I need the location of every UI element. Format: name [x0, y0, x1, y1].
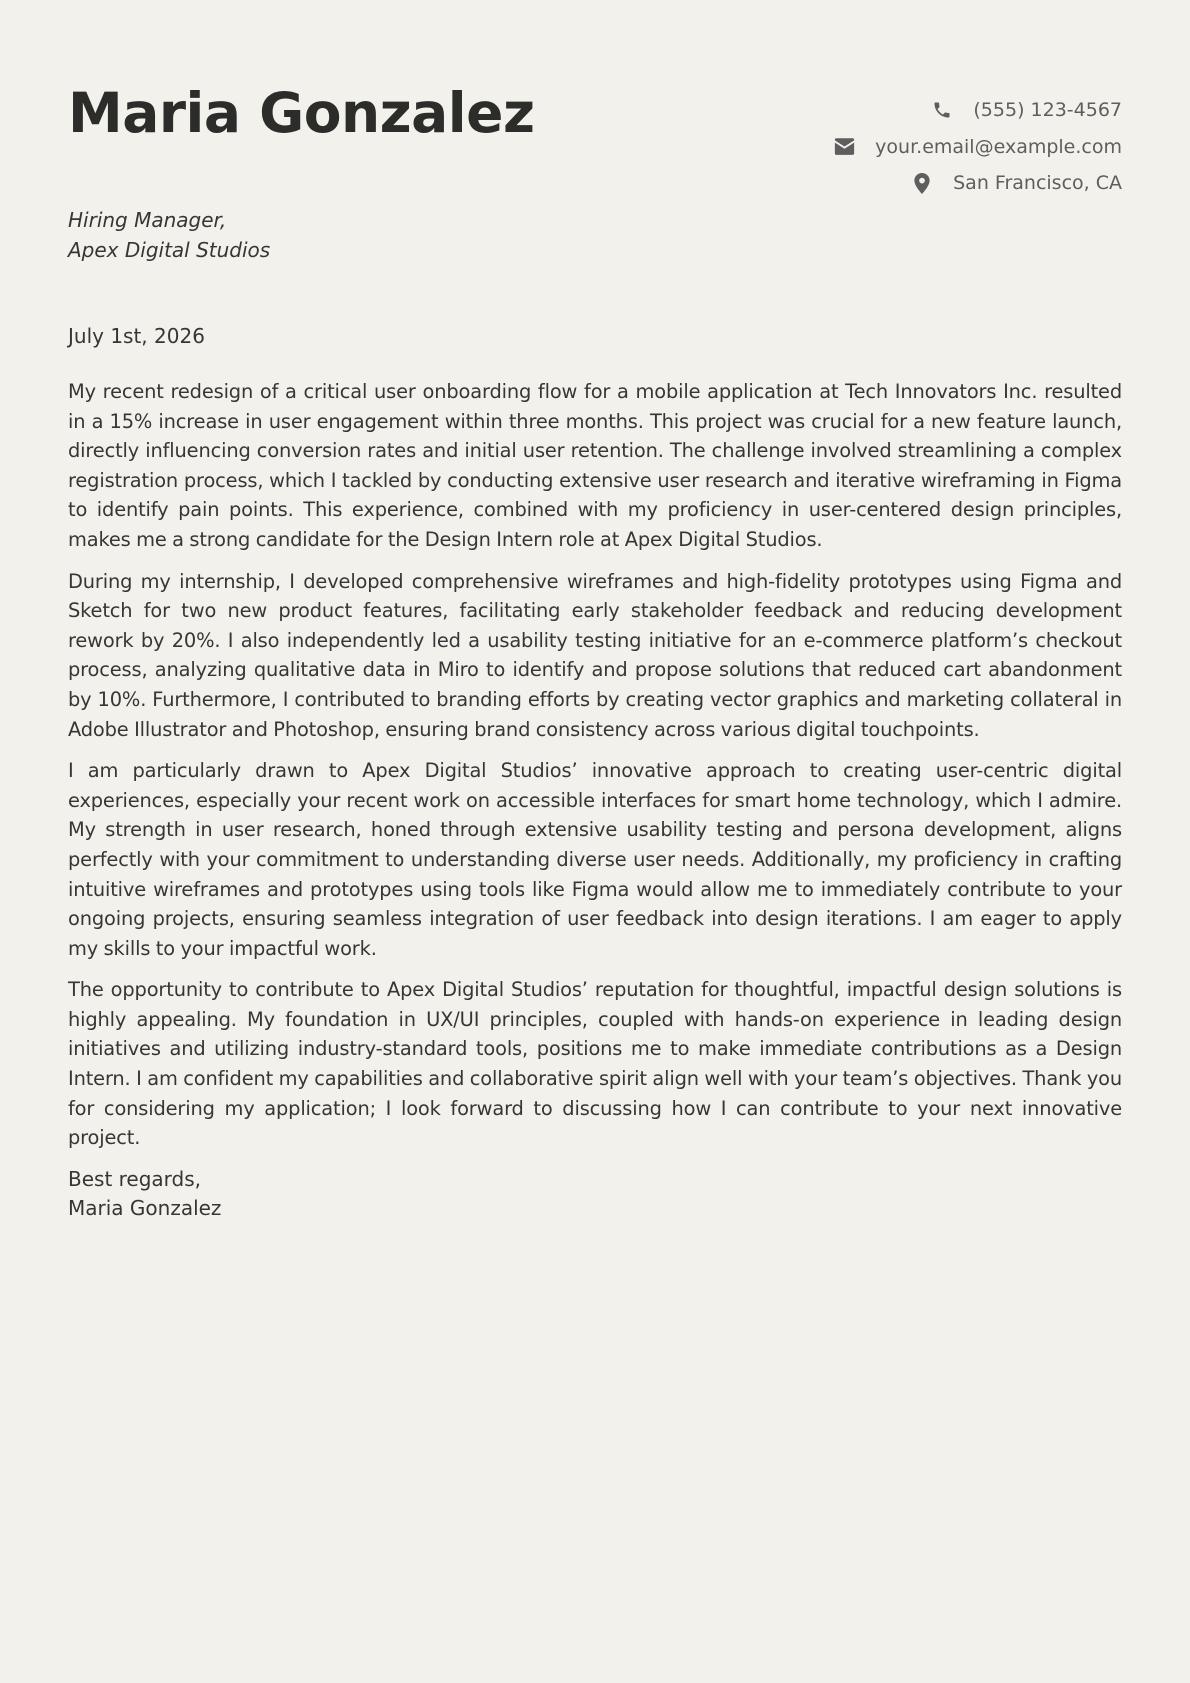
- closing-salutation: Best regards,: [68, 1166, 202, 1191]
- body-paragraph: My recent redesign of a critical user onboarding flow for a mobile application at Tech Innovators Inc. resulted in a 15% increase in user engagement within three months. This project was crucial for a new feature launch, directly influencing conversion rates and initial user retention. The challenge involved streamlining a complex registration process, which I tackled by conducting extensive user research and iterative wireframing in Figma to identify pain points. This experience, combined with my proficiency in user-centered design principles, makes me a strong candidate for the Design Intern role at Apex Digital Studios.: [68, 380, 1122, 551]
- contact-location: [833, 165, 1122, 202]
- letter-body: [68, 377, 1122, 1153]
- contact-email: [833, 129, 1122, 166]
- body-paragraph: The opportunity to contribute to Apex Digital Studios’ reputation for thoughtful, impactful design solutions is highly appealing. My foundation in UX/UI principles, coupled with hands-on experience in leading design initiatives and utilizing industry-standard tools, positions me to make immediate contributions as a Design Intern. I am confident my capabilities and collaborative spirit align well with your team’s objectives. Thank you for considering my application; I look forward to discussing how I can contribute to your next innovative project.: [68, 978, 1122, 1150]
- contact-info: [833, 92, 1122, 202]
- body-paragraph: During my internship, I developed comprehensive wireframes and high-fidelity prototypes using Figma and Sketch for two new product features, facilitating early stakeholder feedback and reducing development rework by 20%. I also independently led a usability testing initiative for an e-commerce platform’s checkout process, analyzing qualitative data in Miro to identify and propose solutions that reduced cart abandonment by 10%. Furthermore, I contributed to branding efforts by creating vector graphics and marketing collateral in Adobe Illustrator and Photoshop, ensuring brand consistency across various digital touchpoints.: [68, 569, 1122, 741]
- closing-signature: Maria Gonzalez: [68, 1196, 222, 1221]
- email-address: your.email@example.com: [875, 135, 1122, 158]
- applicant-name: Maria Gonzalez: [68, 81, 535, 145]
- recipient-title: Hiring Manager,: [68, 208, 227, 232]
- envelope-icon: [833, 136, 855, 158]
- recipient-company: Apex Digital Studios: [68, 238, 271, 262]
- phone-number: (555) 123-4567: [973, 99, 1122, 122]
- letter-header: [68, 0, 1122, 205]
- map-pin-icon: [911, 172, 933, 194]
- contact-phone: [833, 92, 1122, 129]
- body-paragraph: I am particularly drawn to Apex Digital Studios’ innovative approach to creating user-centric digital experiences, especially your recent work on accessible interfaces for smart home technology, which I admire. My strength in user research, honed through extensive usability testing and persona development, aligns perfectly with your commitment to understanding diverse user needs. Additionally, my proficiency in crafting intuitive wireframes and prototypes using tools like Figma would allow me to immediately contribute to your ongoing projects, ensuring seamless integration of user feedback into design iterations. I am eager to apply my skills to your impactful work.: [68, 759, 1122, 960]
- recipient-block: [68, 205, 1122, 265]
- location-text: San Francisco, CA: [953, 172, 1122, 195]
- phone-icon: [931, 99, 953, 121]
- letter-closing: [68, 1165, 1122, 1224]
- letter-date: July 1st, 2026: [68, 324, 205, 348]
